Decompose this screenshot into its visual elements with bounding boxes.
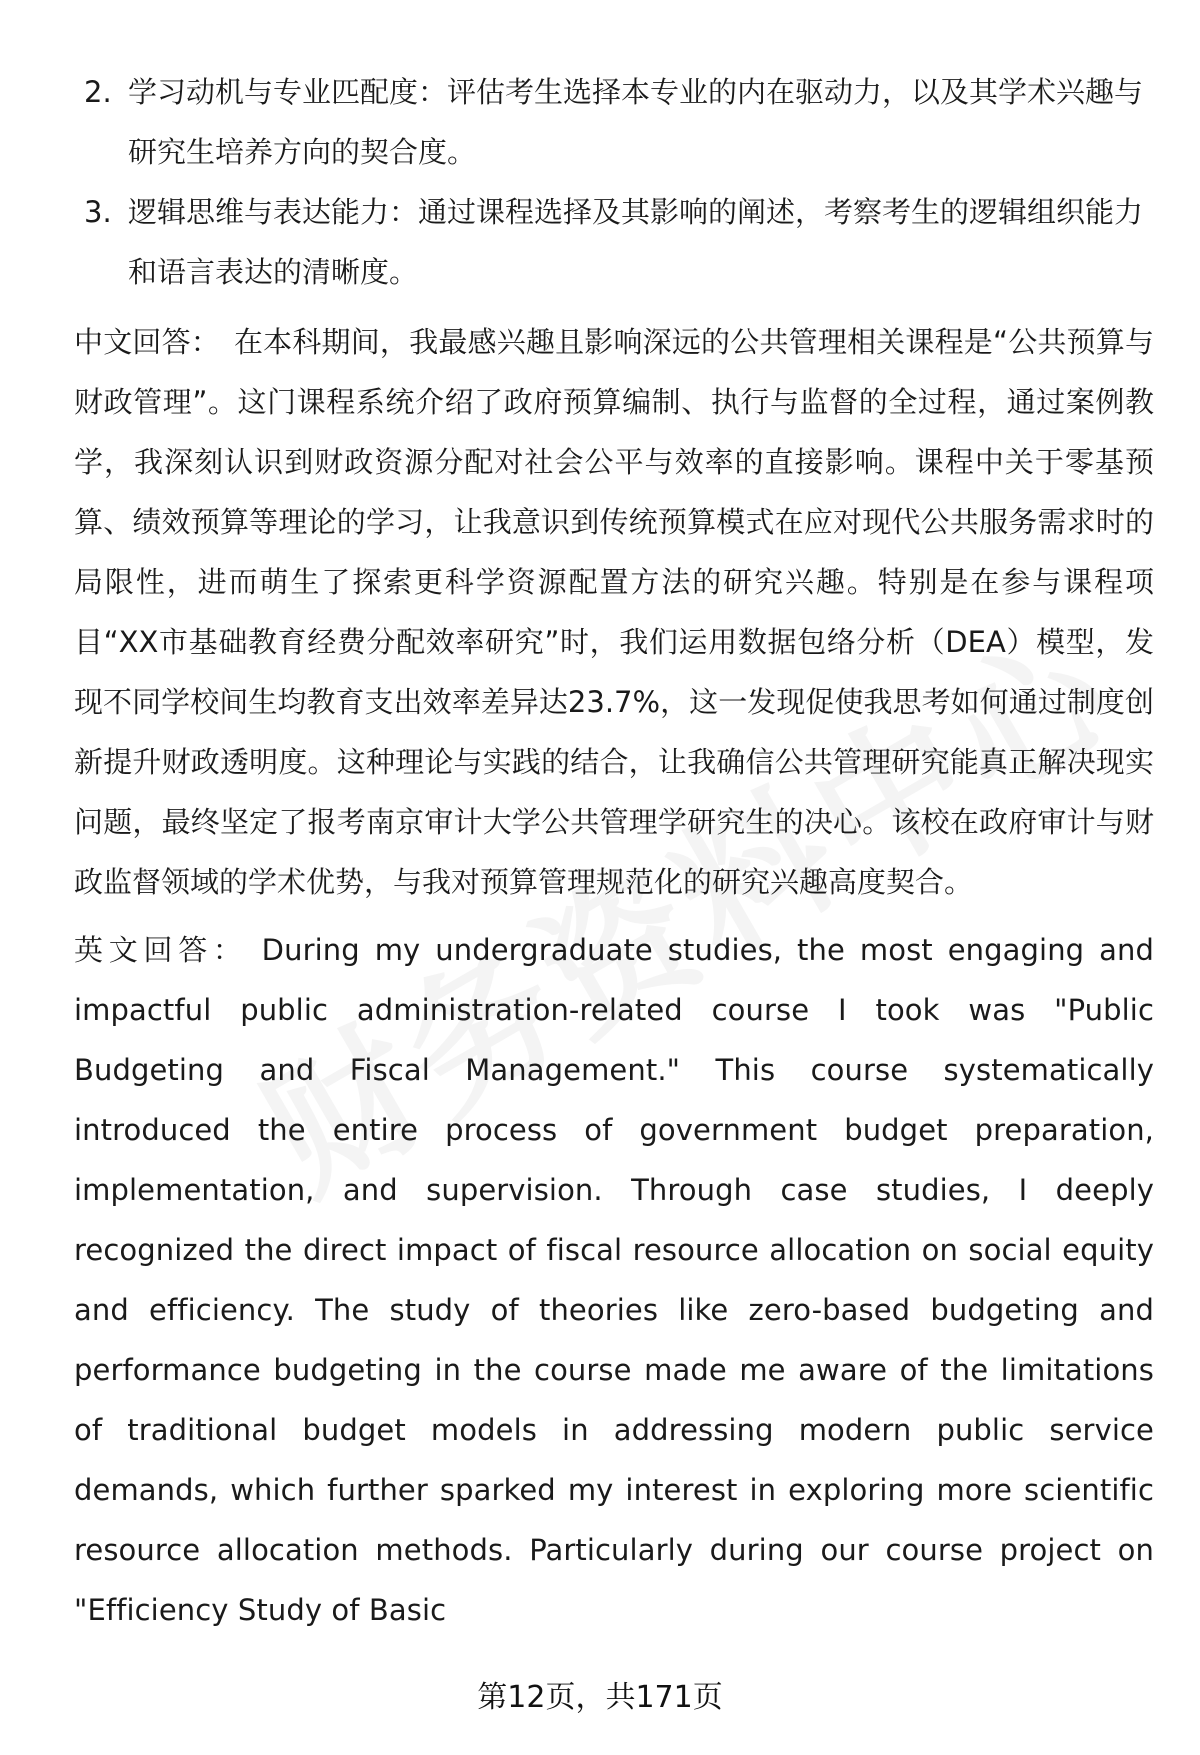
list-item-text: 学习动机与专业匹配度：评估考生选择本专业的内在驱动力，以及其学术兴趣与研究生培养方向的契合度。 xyxy=(128,75,1144,169)
list-item-text: 逻辑思维与表达能力：通过课程选择及其影响的阐述，考察考生的逻辑组织能力和语言表达的清晰度。 xyxy=(128,195,1144,289)
english-answer-label: 英文回答： xyxy=(74,933,248,967)
list-item xyxy=(74,62,1154,182)
chinese-answer-paragraph xyxy=(74,312,1154,912)
list-item-number: 3. xyxy=(84,195,112,229)
english-answer-text: During my undergraduate studies, the most engaging and impactful public administration-related course I took was "Public Budgeting and Fiscal Management." This course systematically introduced the entire process of government budget preparation, implementation, and supervision. Through case studies, I deeply recognized the direct impact of fiscal resource allocation on social equity and efficiency. The study of theories like zero-based budgeting and performance budgeting in the course made me aware of the limitations of traditional budget models in addressing modern public service demands, which further sparked my interest in exploring more scientific resource allocation methods. Particularly during our course project on "Efficiency Study of Basic xyxy=(74,933,1154,1627)
page-content xyxy=(74,62,1154,1640)
chinese-answer-text: 在本科期间，我最感兴趣且影响深远的公共管理相关课程是“公共预算与财政管理”。这门课程系统介绍了政府预算编制、执行与监督的全过程，通过案例教学，我深刻认识到财政资源分配对社会公平与效率的直接影响。课程中关于零基预算、绩效预算等理论的学习，让我意识到传统预算模式在应对现代公共服务需求时的局限性，进而萌生了探索更科学资源配置方法的研究兴趣。特别是在参与课程项目“XX市基础教育经费分配效率研究”时，我们运用数据包络分析（DEA）模型，发现不同学校间生均教育支出效率差异达23.7%，这一发现促使我思考如何通过制度创新提升财政透明度。这种理论与实践的结合，让我确信公共管理研究能真正解决现实问题，最终坚定了报考南京审计大学公共管理学研究生的决心。该校在政府审计与财政监督领域的学术优势，与我对预算管理规范化的研究兴趣高度契合。 xyxy=(74,325,1154,899)
list-item-number: 2. xyxy=(84,75,112,109)
chinese-answer-label: 中文回答： xyxy=(74,325,220,359)
english-answer-paragraph xyxy=(74,920,1154,1640)
page-number-footer: 第12页，共171页 xyxy=(477,1680,723,1715)
list-item xyxy=(74,182,1154,302)
